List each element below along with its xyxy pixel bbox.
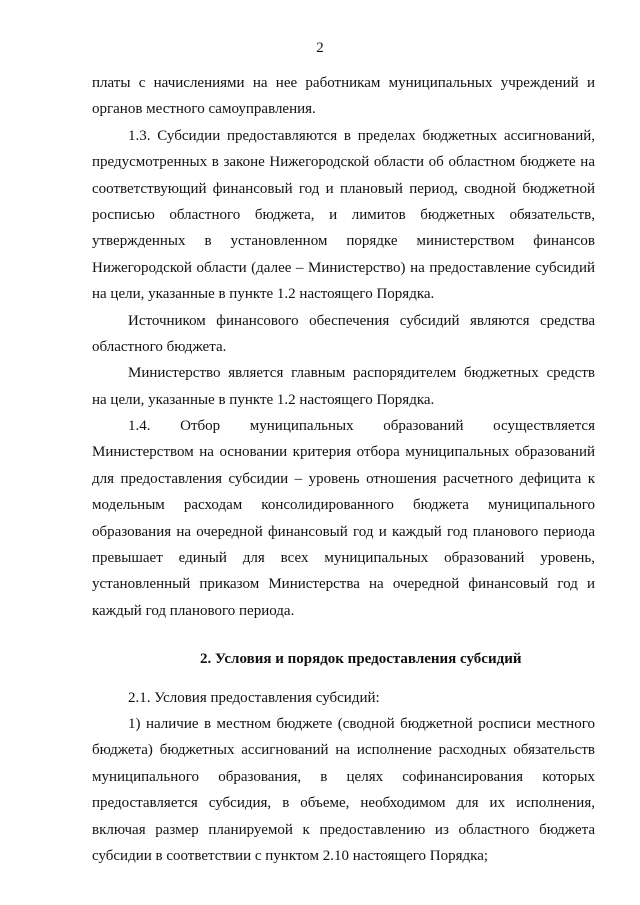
text-line: предоставляется субсидия, в объеме, необходимом для их исполнения, bbox=[92, 795, 595, 812]
text-line: превышает единый для всех муниципальных образований уровень, bbox=[92, 550, 595, 567]
page-number: 2 bbox=[316, 40, 324, 56]
text-line: для предоставления субсидии – уровень отношения расчетного дефицита к bbox=[92, 470, 595, 487]
text-line: бюджета) бюджетных ассигнований на исполнение расходных обязательств bbox=[92, 742, 595, 759]
text-line: на цели, указанные в пункте 1.2 настоящего Порядка. bbox=[92, 391, 435, 408]
spacer bbox=[92, 673, 595, 685]
text-line: Источником финансового обеспечения субсидий являются средства bbox=[128, 312, 595, 329]
text-line: на цели, указанные в пункте 1.2 настоящего Порядка. bbox=[92, 286, 435, 303]
text-line: утвержденных в установленном порядке министерством финансов bbox=[92, 233, 595, 250]
text-line: 1.4. Отбор муниципальных образований осуществляется bbox=[128, 418, 595, 435]
text-line: Министерством на основании критерия отбора муниципальных образований bbox=[92, 444, 595, 461]
spacer bbox=[92, 624, 595, 646]
text-line: предусмотренных в законе Нижегородской области об областном бюджете на bbox=[92, 154, 595, 171]
text-line: Министерство является главным распорядителем бюджетных средств bbox=[128, 365, 595, 382]
text-line: платы с начислениями на нее работникам муниципальных учреждений и bbox=[92, 75, 595, 91]
text-line: модельным расходам консолидированного бюджета муниципального bbox=[92, 497, 595, 514]
section-heading: 2. Условия и порядок предоставления субсидий bbox=[200, 651, 522, 668]
text-line: муниципального образования, в целях софинансирования которых bbox=[92, 768, 595, 785]
text-line: областного бюджета. bbox=[92, 338, 227, 355]
text-line: каждый год планового периода. bbox=[92, 602, 295, 619]
text-line: росписью областного бюджета, и лимитов бюджетных обязательств, bbox=[92, 206, 595, 223]
text-line: органов местного самоуправления. bbox=[92, 101, 316, 118]
text-line: 1) наличие в местном бюджете (сводной бюджетной росписи местного bbox=[128, 715, 595, 732]
text-line: Нижегородской области (далее – Министерство) на предоставление субсидий bbox=[92, 259, 595, 276]
text-line: соответствующий финансовый год и плановый период, сводной бюджетной bbox=[92, 180, 595, 197]
text-line: субсидии в соответствии с пунктом 2.10 настоящего Порядка; bbox=[92, 847, 489, 864]
document-body bbox=[92, 70, 595, 869]
text-line: 1.3. Субсидии предоставляются в пределах бюджетных ассигнований, bbox=[128, 127, 595, 144]
text-line: включая размер планируемой к предоставлению из областного бюджета bbox=[92, 821, 595, 838]
text-line: образования на очередной финансовый год и каждый год планового периода bbox=[92, 523, 595, 540]
text-line: 2.1. Условия предоставления субсидий: bbox=[128, 689, 380, 706]
text-line: установленный приказом Министерства на очередной финансовый год и bbox=[92, 576, 595, 593]
